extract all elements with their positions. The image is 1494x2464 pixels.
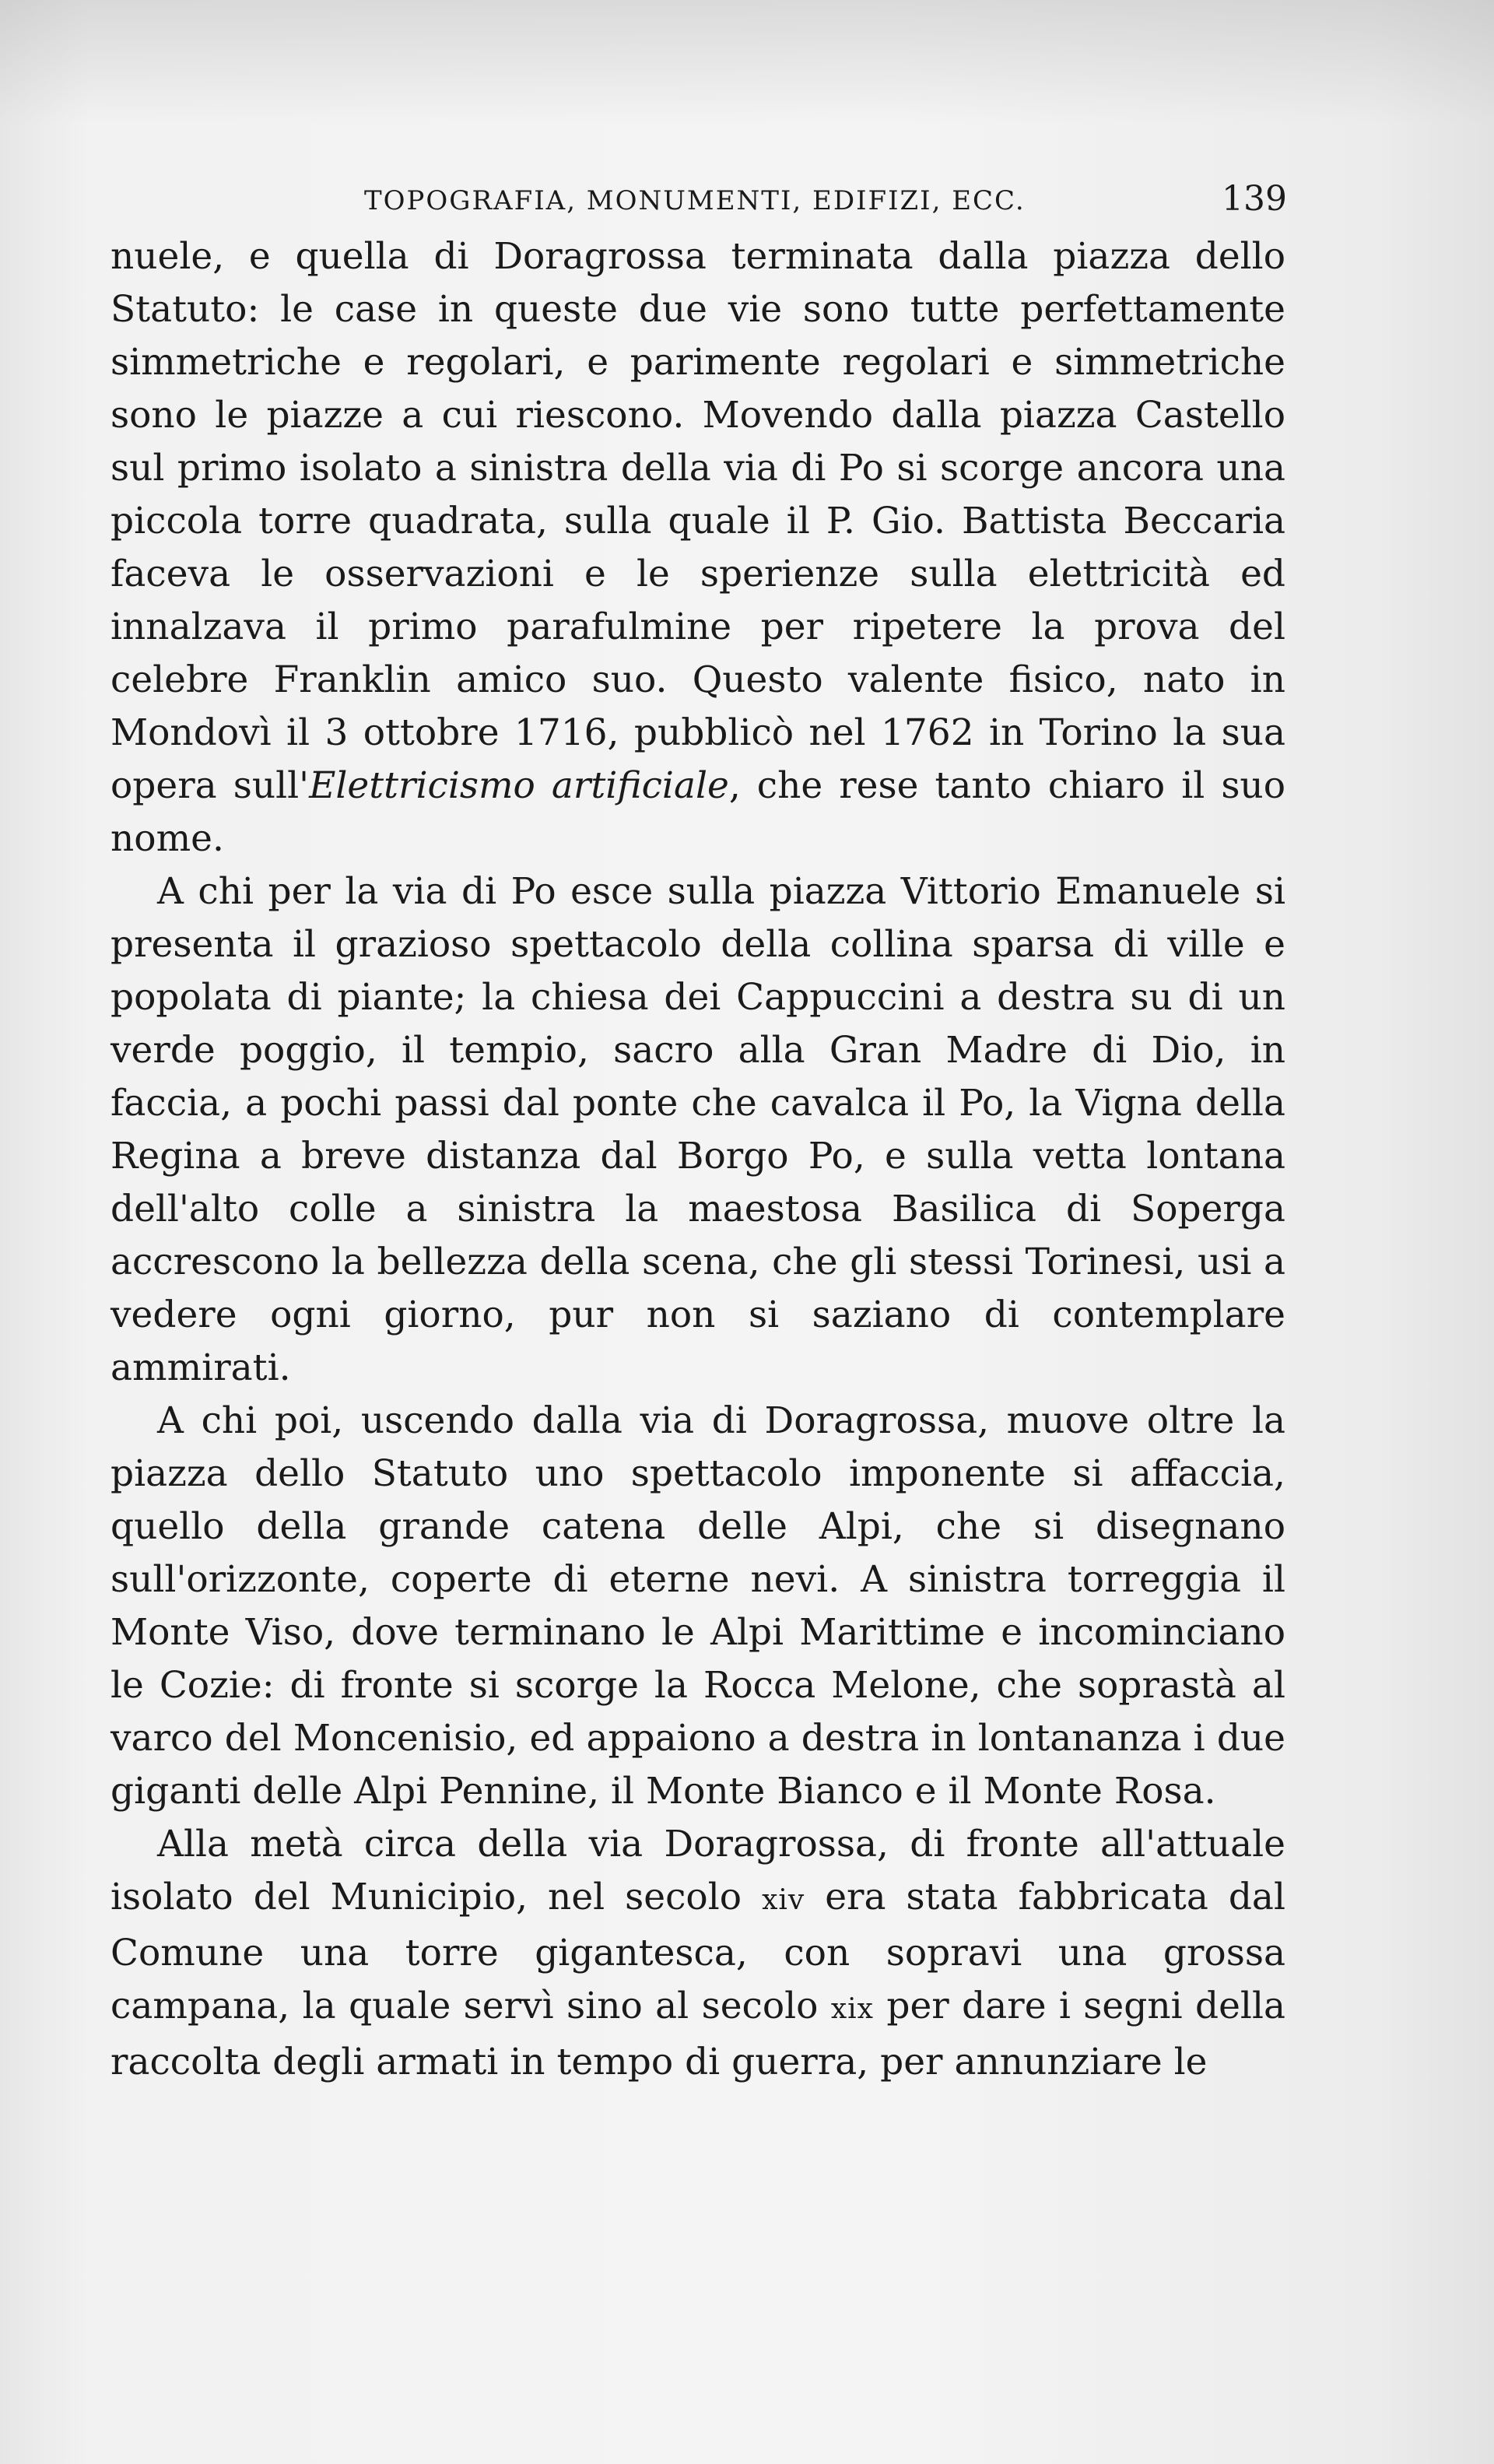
paragraph-1-text: nuele, e quella di Doragrossa terminata dalla piazza dello Statuto: le case in queste due vie sono tutte perfettamente simmetriche e regolari, e parimente regolari e simmetriche sono le piazze a cui riescono. Movendo dalla piazza Castello sul primo isolato a sinistra della via di Po si scorge ancora una piccola torre quadrata, sulla quale il P. Gio. Battista Beccaria faceva le osservazioni e le sperienze sulla elettricità ed innalzava il primo parafulmine per ripetere la prova del celebre Franklin amico suo. Questo valente fisico, nato in Mondovì il 3 ottobre 1716, pubblicò nel 1762 in Torino la sua opera sull': [110, 235, 1285, 807]
book-page: [110, 176, 1285, 2089]
paragraph-4: [110, 1818, 1285, 2089]
paragraph-2: A chi per la via di Po esce sulla piazza Vittorio Emanuele si presenta il grazioso spettacolo della collina sparsa di ville e popolata di piante; la chiesa dei Cappuccini a destra su di un verde poggio, il tempio, sacro alla Gran Madre di Dio, in faccia, a pochi passi dal ponte che cavalca il Po, la Vigna della Regina a breve distanza dal Borgo Po, e sulla vetta lontana dell'alto colle a sinistra la maestosa Basilica di Soperga accrescono la bellezza della scena, che gli stessi Torinesi, usi a vedere ogni giorno, pur non si saziano di contemplare ammirati.: [110, 870, 1285, 1389]
paragraph-4-text-b: era stata fabbricata dal Comune una torre gigantesca, con sopravi una grossa campana, la quale servì sino al secolo: [110, 1876, 1285, 2027]
paragraph-4-text-a: Alla metà circa della via Doragrossa, di fronte all'attuale isolato del Municipio, nel secolo: [110, 1823, 1285, 1918]
running-head: [110, 176, 1285, 223]
page-number: 139: [1222, 179, 1287, 219]
century-numeral-xix: xix: [830, 1993, 874, 2025]
body-text: [110, 230, 1285, 2089]
paragraph-1-tail: , che rese tanto chiaro il suo nome.: [110, 764, 1286, 860]
running-title: TOPOGRAFIA, MONUMENTI, EDIFIZI, ECC.: [364, 185, 1026, 216]
paragraph-1: [110, 230, 1285, 865]
paragraph-3: A chi poi, uscendo dalla via di Doragrossa, muove oltre la piazza dello Statuto uno spettacolo imponente si affaccia, quello della grande catena delle Alpi, che si disegnano sull'orizzonte, coperte di eterne nevi. A sinistra torreggia il Monte Viso, dove terminano le Alpi Marittime e incominciano le Cozie: di fronte si scorge la Rocca Melone, che soprastà al varco del Moncenisio, ed appaiono a destra in lontananza i due giganti delle Alpi Pennine, il Monte Bianco e il Monte Rosa.: [110, 1399, 1285, 1813]
paragraph-4-text-c: per dare i segni della raccolta degli armati in tempo di guerra, per annunziare le: [110, 1985, 1286, 2083]
scan-edge-shadow: [0, 0, 1494, 125]
century-numeral-xiv: xiv: [762, 1884, 805, 1916]
book-title-italic: Elettricismo artificiale: [309, 764, 729, 807]
